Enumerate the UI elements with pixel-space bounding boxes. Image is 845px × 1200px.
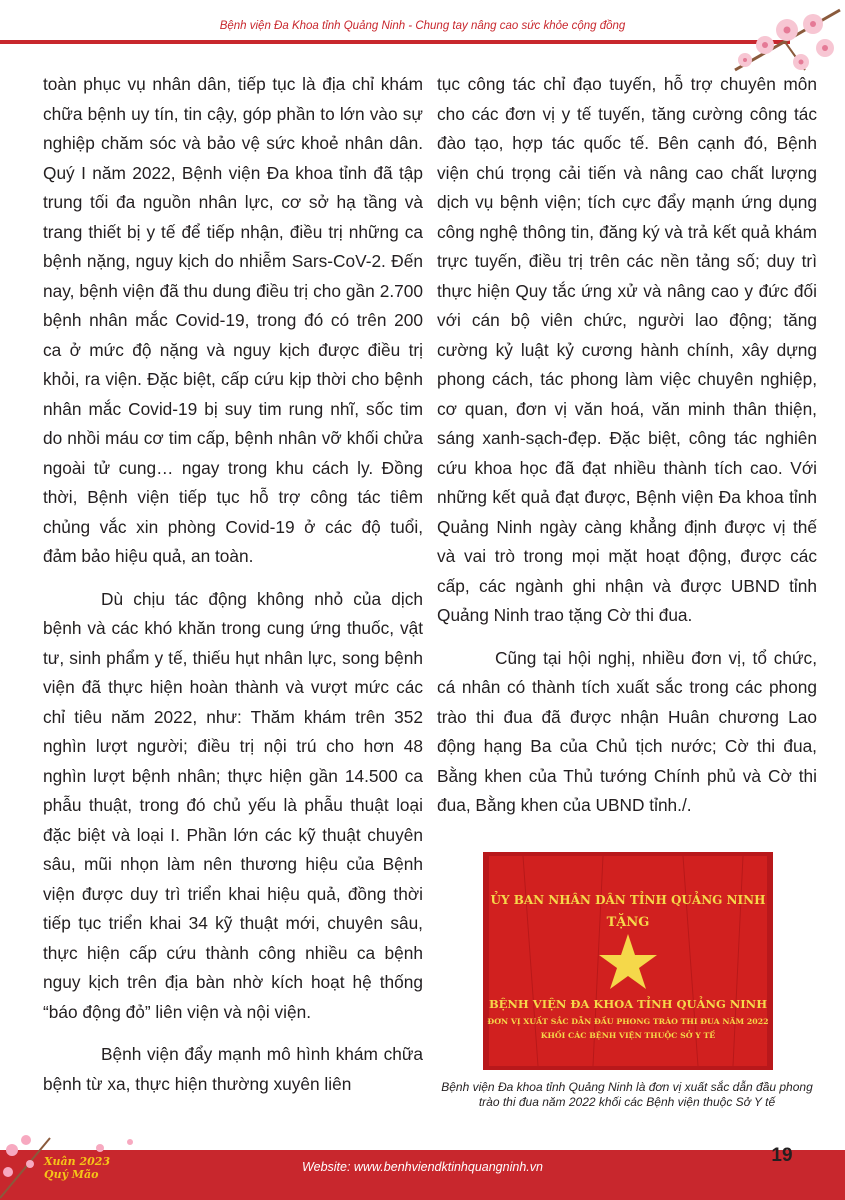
flag-line-1: ỦY BAN NHÂN DÂN TỈNH QUẢNG NINH [490, 893, 766, 907]
right-column [437, 70, 817, 834]
flag-line-4: ĐƠN VỊ XUẤT SẮC DẪN ĐẦU PHONG TRÀO THI ĐUA NĂM 2022 [487, 1017, 769, 1026]
award-flag-image [483, 852, 773, 1070]
logo-line-1: Xuân 2023 [44, 1155, 111, 1168]
cherry-blossom-icon [725, 0, 845, 80]
photo-caption: Bệnh viện Đa khoa tỉnh Quảng Ninh là đơn vị xuất sắc dẫn đầu phong trào thi đua năm 2022 khối các Bệnh viện thuộc Sở Y tế [441, 1080, 813, 1109]
paragraph: Cũng tại hội nghị, nhiều đơn vị, tổ chức, cá nhân có thành tích xuất sắc trong các phong trào thi đua đã được nhận Huân chương Lao động hạng Ba của Chủ tịch nước; Cờ thi đua, Bằng khen của Thủ tướng Chính phủ và Cờ thi đua, Bằng khen của UBND tỉnh./. [437, 647, 817, 815]
paragraph: Bệnh viện đẩy mạnh mô hình khám chữa bệnh từ xa, thực hiện thường xuyên liên [43, 1044, 423, 1094]
header-text: Bệnh viện Đa Khoa tỉnh Quảng Ninh - Chung tay nâng cao sức khỏe cộng đồng [219, 20, 626, 32]
left-column [43, 70, 423, 1112]
award-flag-photo [483, 852, 773, 1070]
page-header [0, 0, 845, 44]
flag-line-5: KHỐI CÁC BỆNH VIỆN THUỘC SỞ Y TẾ [540, 1031, 716, 1040]
page-number: 19 [771, 1145, 793, 1166]
logo-line-2: Quý Mão [44, 1168, 99, 1181]
paragraph: tục công tác chỉ đạo tuyến, hỗ trợ chuyên môn cho các đơn vị y tế tuyến, tăng cường công tác đào tạo, hợp tác quốc tế. Bên cạnh đó, Bệnh viện chú trọng cải tiến và nâng cao chất lượng dịch vụ bệnh viện; tích cực đẩy mạnh ứng dụng công nghệ thông tin, đăng ký và trả kết quả khám trực tuyến, điều trị trên các nền tảng số; duy trì thực hiện Quy tắc ứng xử và nâng cao y đức đối với cán bộ viên chức, người lao động; tăng cường kỷ luật kỷ cương hành chính, xây dựng phong cách, tác phong làm việc chuyên nghiệp, cơ quan, đơn vị văn hoá, văn minh thân thiện, sáng xanh-sạch-đẹp. Đặc biệt, công tác nghiên cứu khoa học đã đạt nhiều thành tích cao. Với những kết quả đạt được, Bệnh viện Đa khoa tỉnh Quảng Ninh ngày càng khẳng định được vị thế và vai trò trong mọi mặt hoạt động, được các cấp, các ngành ghi nhận và được UBND tỉnh Quảng Ninh trao tặng Cờ thi đua. [437, 74, 817, 625]
paragraph: Dù chịu tác động không nhỏ của dịch bệnh và các khó khăn trong cung ứng thuốc, vật tư, sinh phẩm y tế, thiếu hụt nhân lực, song bệnh viện đã thực hiện hoàn thành và vượt mức các chỉ tiêu năm 2022, như: Thăm khám trên 352 nghìn lượt người; điều trị nội trú cho hơn 48 nghìn lượt bệnh nhân; thực hiện gần 14.500 ca phẫu thuật, trong đó chủ yếu là phẫu thuật loại đặc biệt và loại I. Phần lớn các kỹ thuật chuyên sâu, mũi nhọn làm nên thương hiệu của Bệnh viện được duy trì triển khai hiệu quả, đồng thời tiếp tục triển khai 34 kỹ thuật mới, chuyên sâu, thực hiện cấp cứu thành công nhiều ca bệnh nguy kịch trên địa bàn nhờ kích hoạt hệ thống “báo động đỏ” liên viện và nội viện. [43, 588, 423, 1022]
header-rule [0, 40, 790, 44]
flag-line-2: TẶNG [606, 915, 650, 930]
flag-line-3: BỆNH VIỆN ĐA KHOA TỈNH QUẢNG NINH [488, 997, 768, 1011]
footer-website: Website: www.benhviendktinhquangninh.vn [302, 1160, 543, 1174]
paragraph: toàn phục vụ nhân dân, tiếp tục là địa chỉ khám chữa bệnh uy tín, tin cậy, góp phần to lớn vào sự nghiệp chăm sóc và bảo vệ sức khoẻ nhân dân. Quý I năm 2022, Bệnh viện Đa khoa tỉnh đã tập trung tối đa nguồn nhân lực, cơ sở hạ tầng và trang thiết bị y tế để tiếp nhận, điều trị những ca bệnh nặng, nguy kịch do nhiễm Sars-CoV-2. Đến nay, bệnh viện đã thu dung điều trị cho gần 2.700 bệnh nhân mắc Covid-19, trong đó có trên 200 ca ở mức độ nặng và nguy kịch được điều trị khỏi, ra viện. Đặc biệt, cấp cứu kịp thời cho bệnh nhân mắc Covid-19 bị suy tim rung nhĩ, sốc tim do nhồi máu cơ tim cấp, bệnh nhân vỡ khối chửa ngoài tử cung… ngay trong khu cách ly. Đồng thời, Bệnh viện tiếp tục hỗ trợ công tác tiêm chủng vắc xin phòng Covid-19 ở các độ tuổi, đảm bảo hiệu quả, an toàn. [43, 74, 423, 566]
